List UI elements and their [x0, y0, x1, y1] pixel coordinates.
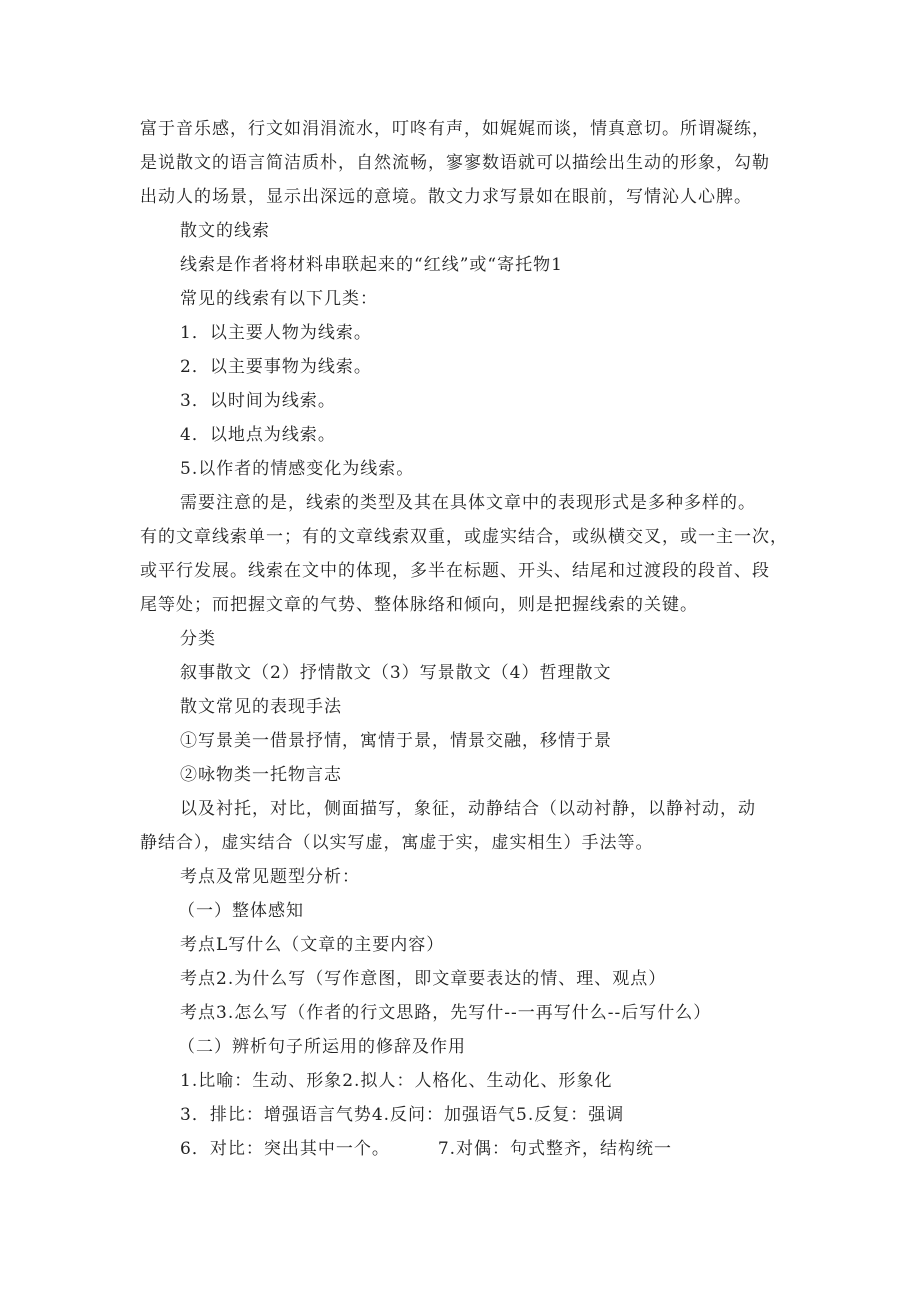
clue-item-5: 5.以作者的情感变化为线索。: [180, 459, 415, 479]
paragraph-line-2: 是说散文的语言简洁质朴，自然流畅，寥寥数语就可以描绘出生动的形象，勾勒: [140, 153, 770, 173]
rhetoric-line-1: 1.比喻：生动、形象2.拟人：人格化、生动化、形象化: [180, 1071, 613, 1091]
clue-note-line-4: 尾等处；而把握文章的气势、整体脉络和倾向，则是把握线索的关键。: [140, 595, 698, 615]
clue-item-4: 4．以地点为线索。: [180, 425, 336, 445]
clue-note-line-3: 或平行发展。线索在文中的体现，多半在标题、开头、结尾和过渡段的段首、段: [140, 561, 770, 581]
rhetoric-line-2: 3．排比：增强语言气势4.反问：加强语气5.反复：强调: [180, 1105, 625, 1125]
paragraph-line-3: 出动人的场景，显示出深远的意境。散文力求写景如在眼前，写情沁人心脾。: [140, 187, 752, 207]
clue-item-3: 3．以时间为线索。: [180, 391, 336, 411]
rhetoric-line-3: [180, 1138, 672, 1160]
rhetoric-item-antithesis: 7.对偶：句式整齐，结构统一: [437, 1139, 673, 1159]
technique-extra-line-2: 静结合），虚实结合（以实写虚，寓虚于实，虚实相生）手法等。: [140, 833, 654, 853]
paragraph-line-1: 富于音乐感，行文如涓涓流水，叮咚有声，如娓娓而谈，情真意切。所谓凝练，: [140, 119, 770, 139]
subsection-rhetoric: （二）辨析句子所运用的修辞及作用: [178, 1037, 466, 1057]
clue-types-intro: 常见的线索有以下几类：: [180, 289, 378, 309]
clue-note-line-1: 需要注意的是，线索的类型及其在具体文章中的表现形式是多种多样的。: [180, 493, 756, 513]
section-heading-techniques: 散文常见的表现手法: [180, 697, 342, 717]
section-heading-exam-points: 考点及常见题型分析：: [180, 867, 360, 887]
technique-item-2: ②咏物类一托物言志: [180, 765, 342, 785]
categories-line: 叙事散文（2）抒情散文（3）写景散文（4）哲理散文: [180, 663, 612, 683]
exam-point-3: 考点3.怎么写（作者的行文思路，先写什--一再写什么--后写什么）: [180, 1003, 712, 1023]
section-heading-categories: 分类: [180, 629, 216, 649]
exam-point-1: 考点L写什么（文章的主要内容）: [180, 935, 445, 955]
exam-point-2: 考点2.为什么写（写作意图，即文章要表达的情、理、观点）: [180, 969, 667, 989]
clue-item-2: 2．以主要事物为线索。: [180, 357, 372, 377]
technique-extra-line-1: 以及衬托，对比，侧面描写，象征，动静结合（以动衬静，以静衬动，动: [180, 799, 756, 819]
technique-item-1: ①写景美一借景抒情，寓情于景，情景交融，移情于景: [180, 731, 612, 751]
subsection-overall-perception: （一）整体感知: [178, 901, 304, 921]
rhetoric-item-contrast: 6．对比：突出其中一个。: [180, 1139, 390, 1159]
clue-note-line-2: 有的文章线索单一；有的文章线索双重，或虚实结合，或纵横交叉，或一主一次，: [140, 527, 788, 547]
section-heading-clues: 散文的线索: [180, 221, 270, 241]
clue-item-1: 1．以主要人物为线索。: [180, 323, 372, 343]
clue-definition-line: 线索是作者将材料串联起来的“红线”或“寄托物1: [180, 255, 563, 275]
